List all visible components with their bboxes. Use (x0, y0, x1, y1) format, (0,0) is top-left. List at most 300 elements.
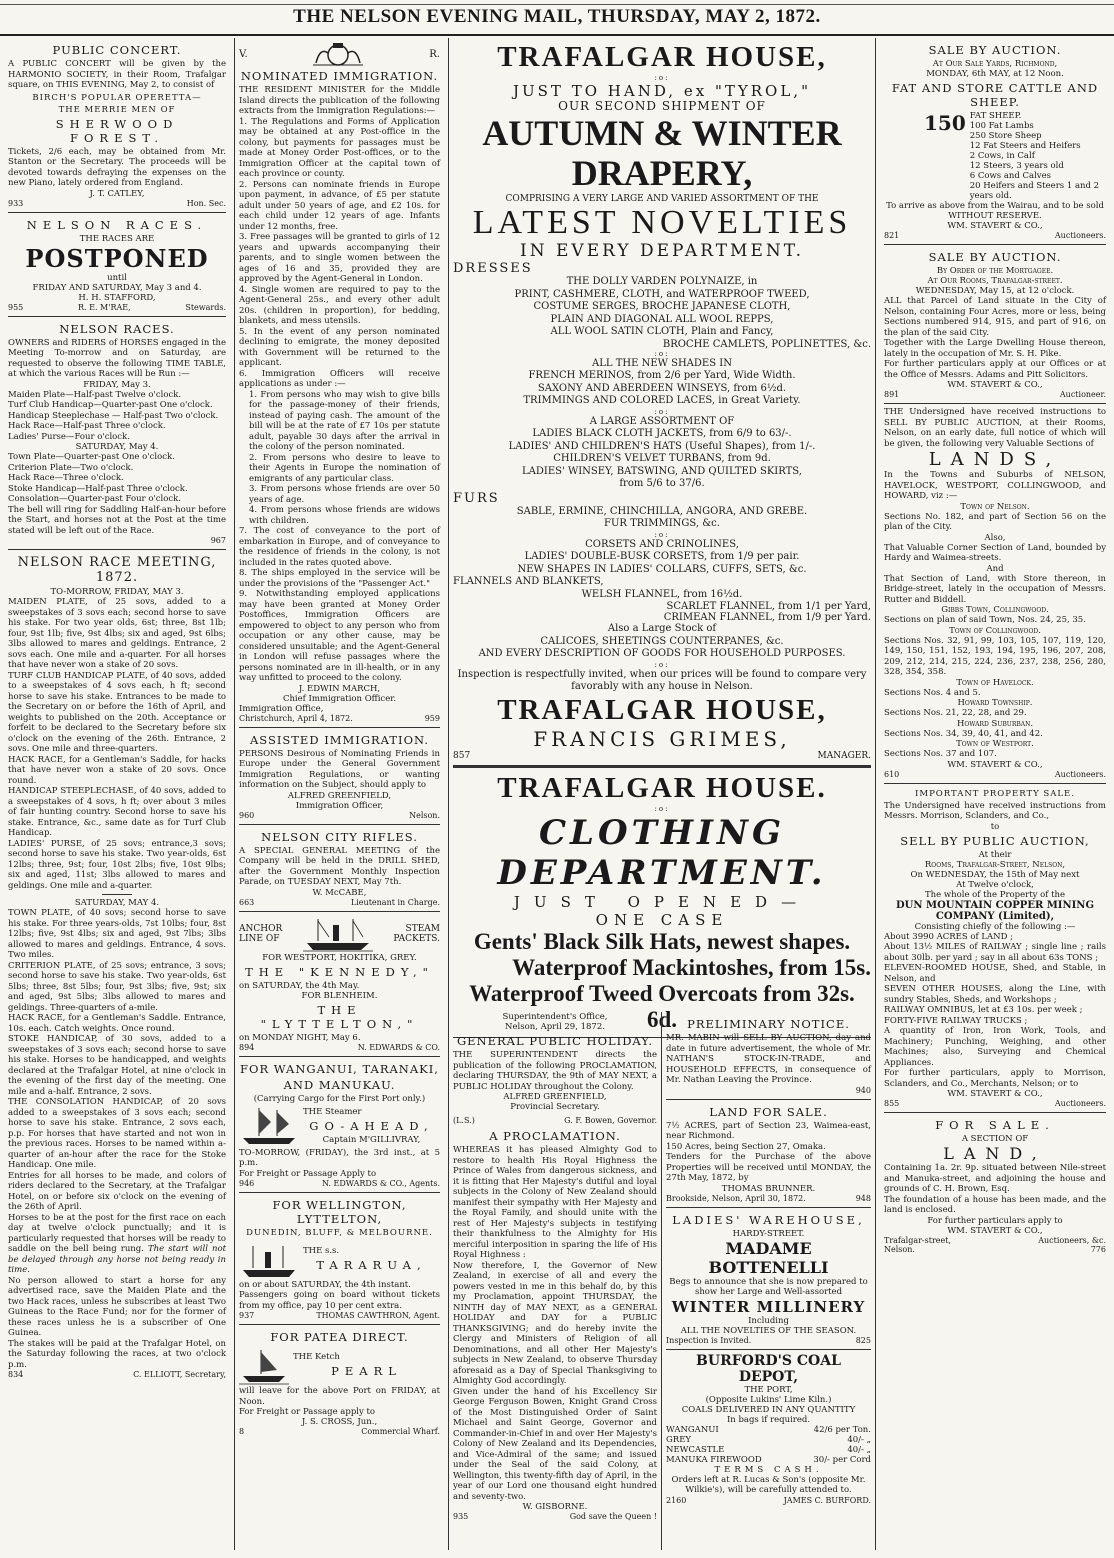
race-meeting-head: NELSON RACE MEETING, 1872. (17, 555, 217, 585)
gents-silk-hats: Gents' Black Silk Hats, newest shapes. (473, 928, 851, 954)
a3-t3: Town of Collingwood. (949, 625, 1041, 636)
a3-t5a: Sections Nos. 21, 22, 28, and 29. (884, 708, 1027, 718)
proc-role: Provincial Secretary. (510, 1102, 600, 1112)
prelim-ad (666, 1012, 871, 1100)
concert-ad (8, 38, 226, 213)
land-place: Brookside, Nelson, April 30, 1872. (666, 1193, 806, 1203)
land-body2: 150 Acres, being Section 27, Omaka. (666, 1141, 826, 1152)
auction-mortgagee-ad (884, 245, 1106, 404)
immig-place2: Christchurch, April 4, 1872. (239, 713, 353, 723)
trafalgar-num: 857 (453, 750, 471, 761)
patea-the: THE Ketch (293, 1352, 340, 1362)
a3-role: Auctioneers. (1054, 769, 1106, 779)
wellington-ship: TARARUA, (316, 1257, 427, 1272)
races-saturday: SATURDAY, May 4. (75, 442, 159, 452)
a1-role: Auctioneers. (1054, 231, 1106, 240)
column-1 (4, 38, 230, 1550)
wanganui-head2: AND MANUKAU. (283, 1077, 396, 1092)
concert-l1: BIRCH'S POPULAR OPERETTA— (32, 92, 202, 103)
a1-item: 2 Cows, in Calf (969, 151, 1035, 161)
a4-i1: About 3990 ACRES of LAND ; (884, 931, 1013, 942)
a4-role: Auctioneers. (1054, 1099, 1106, 1108)
a1-num: 821 (884, 231, 900, 240)
anchor-num: 894 (239, 1042, 255, 1052)
coal-port: THE PORT, (744, 1384, 793, 1395)
clothing-department: CLOTHING DEPARTMENT. (497, 812, 827, 893)
trafalgar-second: OUR SECOND SHIPMENT OF (558, 99, 766, 113)
fri-4: Hack Race—Half-past Three o'clock. (8, 421, 166, 431)
dresses-label: DRESSES (453, 261, 533, 276)
coal-row (666, 1445, 871, 1455)
waterproof-overcoats: Waterproof Tweed Overcoats from 32s. 6d. (469, 980, 855, 1032)
a3-t6a: Sections Nos. 34, 39, 40, 41, and 42. (884, 728, 1043, 739)
trafalgar2-sep: :o: (654, 804, 670, 813)
assisted-head: ASSISTED IMMIGRATION. (249, 732, 429, 747)
meeting-p7: CRITERION PLATE, of 25 sovs; entrance, 3 sovs; second horse to save his stake. Two year-olds, 6st 5lbs; three, 8st 5lbs; four, 9st 3lbs; five, 9st; six and aged, 9st 5lbs; 3lbs allowed to mares and geldings. Three-quarters of a-mile. (8, 960, 226, 1013)
trafalgar-clothing-ad (453, 766, 871, 1038)
concert-l2: THE MERRIE MEN OF (58, 104, 176, 115)
assisted-body: PERSONS Desirous of Nominating Friends in Europe under the General Government Immigration Regulations, or wanting information on the Subject, should apply to (239, 748, 440, 790)
races-postponed-num: 955 (8, 302, 24, 312)
shades-6: LADIES BLACK CLOTH JACKETS, from 6/9 to 63/-. (532, 428, 792, 439)
proc-sig2: W. GISBORNE. (522, 1502, 588, 1512)
a1-l1: At Our Sale Yards, Richmond, (932, 59, 1058, 69)
patea-ad (239, 1325, 440, 1440)
anchor-ship1b: on SATURDAY, the 4th May. (239, 980, 360, 991)
a4-i6: FORTY-FIVE RAILWAY TRUCKS ; (884, 1015, 1028, 1026)
coal-row (666, 1435, 871, 1445)
a3-t2: Gibbs Town, Collingwood. (941, 605, 1049, 615)
a4-sig: WM. STAVERT & CO., (947, 1089, 1043, 1099)
anchor-l2: STEAM (405, 923, 440, 934)
flannels-6: CALICOES, SHEETINGS COUNTERPANES, &c. (540, 635, 784, 647)
column-4 (880, 38, 1110, 1550)
concert-l3: SHERWOOD FOREST. (55, 116, 179, 145)
royal-coat-of-arms-icon (308, 41, 368, 67)
fri-5: Ladies' Purse—Four o'clock. (8, 431, 130, 442)
shades-3: SAXONY AND ABERDEEN WINSEYS, from 6½d. (537, 382, 787, 394)
coal-price: 30/- per Cord (813, 1454, 871, 1465)
a2-body2: Together with the Large Dwelling House thereon, lately in the occupation of Mr. S. H. Pike. (884, 338, 1106, 359)
sat-5: Consolation—Quarter-past Four o'clock. (8, 494, 181, 504)
a1-item: 6 Cows and Calves (969, 171, 1051, 181)
auction-cattle-ad (884, 38, 1106, 245)
sat-2: Criterion Plate—Two o'clock. (8, 462, 134, 473)
proc-god: God save the Queen ! (569, 1512, 657, 1521)
wellington-num: 937 (239, 1311, 255, 1320)
proc-ls: (L.S.) (453, 1116, 475, 1125)
land-head: LAND FOR SALE. (709, 1104, 828, 1119)
a1-sig: WM. STAVERT & CO., (947, 221, 1043, 231)
meeting-p11: Entries for all horses to be made, and colors of riders declared to the Secretary, at the Trafalgar Hotel, on or before six o'clock on the evening of the 26th of April. (8, 1170, 226, 1212)
rifles-num: 663 (239, 897, 255, 907)
a4-at: At their (978, 849, 1012, 860)
dress-3: COSTUME SERGES, BROCHE JAPANESE CLOTH, (533, 301, 791, 312)
prelim-head: PRELIMINARY NOTICE. (687, 1017, 850, 1031)
furs-2: FUR TRIMMINGS, &c. (604, 518, 720, 529)
assisted-num: 960 (239, 810, 255, 820)
race-meeting-sub: TO-MORROW, FRIDAY, MAY 3. (50, 587, 184, 597)
ketch-icon (239, 1346, 289, 1386)
trafalgar-comprising: COMPRISING A VERY LARGE AND VARIED ASSORTMENT OF THE (505, 193, 819, 204)
sep-1: :o: (654, 349, 670, 358)
a4-i5: RAILWAY OMNIBUS, let at £3 10s. per week ; (884, 1005, 1083, 1015)
rifles-body: A SPECIAL GENERAL MEETING of the Company will be held in the DRILL SHED, after the Government Monthly Inspection Parade, on TUESDAY NEXT, May 7th. (239, 845, 440, 887)
a3-t6: Howard Suburban. (956, 718, 1034, 729)
a3-t1e: That Section of Land, with Store thereon, in Bridge-street, lately in the occupation of Messrs. Rutter and Biddell. (884, 573, 1106, 605)
immig-body: THE RESIDENT MINISTER for the Middle Island directs the publication of the following extracts from the Immigration Regulations:— (239, 85, 440, 116)
race-meeting-ad (8, 550, 226, 1383)
steamship-icon (303, 915, 373, 953)
a4-i7: A quantity of Iron, Iron Work, Tools, and Machinery; Punching, Weighing, and other Machines; also, Surveying and Chemical Appliances. (884, 1026, 1106, 1068)
trafalgar-manager: MANAGER. (817, 750, 871, 761)
a3-t4: Town of Havelock. (956, 677, 1034, 688)
wanganui-when: TO-MORROW, (FRIDAY), the 3rd inst., at 5 p.m. (239, 1147, 440, 1168)
immig-head: NOMINATED IMMIGRATION. (240, 69, 439, 83)
flannels-3: SCARLET FLANNEL, from 1/1 per Yard, (666, 601, 871, 612)
a3-body: THE Undersigned have received instructions to SELL BY PUBLIC AUCTION, at their Rooms, Nelson, on an early date, full notice of which will be given, the following very Valuable Sections of (884, 407, 1106, 449)
patea-ship: PEARL (331, 1364, 402, 1378)
races-until: until (107, 272, 127, 283)
immig-r6a: 1. From persons who may wish to give bills for the passage-money of their friends, instead of paying cash. The amount of the bill will be at the rate of £7 10s per statute adult, payable 30 days after the arrival in the colony of the person nominated. (249, 389, 440, 452)
a4-twelve: At Twelve o'clock, (956, 879, 1034, 890)
rifles-ad (239, 825, 440, 912)
ladies-body: Begs to announce that she is now prepared to show her Large and Well-assorted (669, 1276, 868, 1297)
column-notices (662, 1012, 876, 1550)
every-department: IN EVERY DEPARTMENT. (520, 241, 804, 261)
meeting-p6: TOWN PLATE, of 40 sovs; second horse to save his stake. For three years-olds, 7st 10lbs; four, 8st 12lbs; five, 9st 4lbs; six and aged, 9st 7lbs; 3lbs allowed to mares and geldings. Entrance, 4 sovs. Two miles. (8, 908, 226, 960)
wanganui-ship: GO-AHEAD, (309, 1118, 434, 1133)
concert-num: 933 (8, 198, 24, 208)
trafalgar-sep: :o: (654, 74, 670, 82)
patea-apply: For Freight or Passage apply to (239, 1407, 376, 1417)
coal-row (666, 1425, 871, 1435)
meeting-p4: HANDICAP STEEPLECHASE, of 40 sovs, added to a sweepstakes of 4 sovs, h ft; over about 3 miles of fair hunting country. Second horse to save his stake. Entrance, &c., same date as for Turf Club Handicap. (8, 786, 226, 838)
rifles-head: NELSON CITY RIFLES. (261, 829, 418, 844)
anchor-for2: FOR BLENHEIM. (301, 990, 378, 1001)
a3-num: 610 (884, 769, 900, 779)
stewards-role: Stewards. (185, 302, 226, 312)
newspaper-title: THE NELSON EVENING MAIL, THURSDAY, MAY 2, 1872. (293, 6, 821, 27)
a1-big: 150 (924, 111, 966, 135)
a3-t4a: Sections Nos. 4 and 5. (884, 687, 981, 698)
a3-t7a: Sections Nos. 37 and 107. (884, 749, 997, 759)
sep-3: :o: (654, 530, 670, 539)
meeting-p3: HACK RACE, for a Gentleman's Saddle, for hacks that have never won a stake of 20 sovs. Once round. (8, 754, 226, 786)
corsets-2: LADIES' DOUBLE-BUSK CORSETS, from 1/9 per pair. (524, 551, 800, 562)
wellington-head2: DUNEDIN, BLUFF, & MELBOURNE. (246, 1227, 433, 1238)
a1-item: FAT SHEEP. (969, 111, 1022, 121)
a4-i2: About 13½ MILES of RAILWAY ; single line ; rails about 30lb. per yard ; say in all about 63s TONS ; (884, 942, 1106, 963)
anchor-l4: PACKETS. (393, 933, 440, 944)
latest-novelties: LATEST NOVELTIES (472, 204, 852, 241)
a5-body: Containing 1a. 2r. 9p. situated between Nile-street and Manuka-street, and adjoining the house and grounds of C. H. Brown, Esq. (884, 1163, 1106, 1194)
wanganui-agent: N. EDWARDS & CO., Agents. (321, 1178, 440, 1188)
a4-body: The Undersigned have received instructions from Messrs. Morrison, Sclanders, and Co., (884, 800, 1106, 821)
concert-head: PUBLIC CONCERT. (52, 43, 182, 57)
coal-num: 2160 (666, 1495, 687, 1505)
prelim-body: MR. MABIN will SELL BY AUCTION, day and date in future advertisement, the whole of Mr. NATHAN'S STOCK-IN-TRADE, and HOUSEHOLD EFFECTS, in consequence of Mr. Nathan Leaving the Province. (666, 1033, 871, 1085)
a1-l2: MONDAY, 6th MAY, at 12 Noon. (926, 69, 1064, 79)
meeting-p12: Horses to be at the post for the first race on each day at twelve o'clock punctually; and it is particularly requested that horses will be ready to saddle on the bell being rung. (8, 1212, 226, 1254)
vr-v: V. (239, 48, 248, 60)
shades-1: ALL THE NEW SHADES IN (592, 357, 732, 369)
a4-on: On WEDNESDAY, the 15th of May next (910, 869, 1080, 880)
meeting-sig: C. ELLIOTT, Secretary, (133, 1370, 226, 1379)
a4-further: For further particulars, apply to Morrison, Sclanders, and Co., Merchants, Nelson; or to (884, 1068, 1106, 1089)
a5-body2: The foundation of a house has been made, and the land is enclosed. (884, 1194, 1106, 1215)
a1-item: 20 Heifers and Steers 1 and 2 years old. (969, 181, 1100, 201)
a1-item: 12 Steers, 3 years old (969, 161, 1064, 171)
shades-8: CHILDREN'S VELVET TURBANS, from 9d. (553, 453, 771, 464)
a4-to: to (990, 821, 1000, 832)
immig-r4: 4. Single women are required to pay to the Agent-General 25s., and every other adult 20s. (children in proportion), for bedding, blankets, and mess utensils. (239, 284, 440, 326)
races-postponed-l1: THE RACES ARE (79, 233, 155, 244)
a5-head: FOR SALE. (935, 1118, 1055, 1132)
anchor-line-ad (239, 912, 440, 1057)
proc-num: 935 (453, 1512, 469, 1521)
immig-r6d: 4. From persons whose friends are widows with children. (249, 505, 440, 526)
trafalgar-just: JUST TO HAND, ex "TYROL," (513, 82, 811, 100)
masthead (0, 0, 1114, 36)
column-proclamation (448, 1012, 662, 1550)
meeting-p14: The stakes will be paid at the Trafalgar Hotel, on the Saturday following the races, at two o'clock p.m. (8, 1338, 226, 1370)
trafalgar-title: TRAFALGAR HOUSE, (497, 41, 827, 73)
a2-body: ALL that Parcel of Land situate in the City of Nelson, containing Four Acres, more or less, being Sections numbered 914, 915, and part of 916, on the plan of the said City. (884, 296, 1106, 338)
sat-1: Town Plate—Quarter-past One o'clock. (8, 452, 175, 462)
a4-cons: Consisting chiefly of the following :— (914, 921, 1076, 932)
meeting-p9: STOKE HANDICAP, of 30 sovs, added to a sweepstakes of 3 sovs each; second horse to save his stake. Horses to be handicapped, and weights declared at the Trafalgar Hotel, at nine o'clock in the evening of the first day of the meeting. One mile and a-half. Entrance, 2 sovs. (8, 1034, 226, 1097)
a2-sig: WM. STAVERT & CO., (947, 380, 1043, 390)
immig-r6: 6. Immigration Officers will receive applications as under :— (239, 368, 440, 389)
a3-t1b: Also, (984, 532, 1006, 543)
a3-t1d: And (986, 563, 1004, 574)
sep-2: :o: (654, 407, 670, 416)
ladies-num: 825 (855, 1335, 871, 1345)
a4-dun: DUN MOUNTAIN COPPER MINING COMPANY (Limited), (896, 899, 1094, 922)
coal-name: MANUKA FIREWOOD (666, 1454, 762, 1465)
prelim-num: 940 (855, 1085, 871, 1095)
a2-role: Auctioneer. (1059, 390, 1106, 399)
immig-r3: 3. Free passages will be granted to girls of 12 years and upwards accompanying their parents, and to single women between the ages of 16 and 35, provided they are approved by the Agent-General in London. (239, 232, 440, 284)
wellington-body: Passengers going on board without tickets from my office, pay 10 per cent extra. (239, 1290, 440, 1311)
meeting-sat: SATURDAY, MAY 4. (74, 898, 160, 908)
coal-name: WANGANUI (666, 1424, 719, 1435)
sat-3: Hack Race—Three o'clock. (8, 473, 124, 483)
coal-name: GREY (666, 1434, 692, 1445)
trafalgar-inspection: Inspection is respectfully invited, when our prices will be found to compare very favorably with any house in Nelson. (457, 668, 867, 692)
column-2 (234, 38, 444, 1550)
meeting-num: 834 (8, 1370, 24, 1379)
immig-place1: Immigration Office, (239, 703, 324, 714)
anchor-ship2b: on MONDAY NIGHT, May 6. (239, 1032, 361, 1043)
immig-sig: J. EDWIN MARCH, (298, 683, 381, 694)
meeting-p5: LADIES' PURSE, of 25 sovs; entrance,3 sovs; second horse to save his stake. Two year-olds, 6st 12lbs; three, 9st; four, 10st 2lbs; five, 10st 9lbs; six and aged, 11st; 3lbs allowed to mares and geldings. One mile and a-quarter. (8, 838, 226, 891)
land-ad (666, 1100, 871, 1208)
a3-land: LANDS, (928, 449, 1062, 470)
trafalgar2-title: TRAFALGAR HOUSE. (497, 771, 827, 804)
a5-sig: WM. STAVERT & CO., (947, 1225, 1043, 1236)
a1-reserve: WITHOUT RESERVE. (948, 211, 1042, 221)
patea-head: FOR PATEA DIRECT. (270, 1330, 409, 1344)
concert-sig: J. T. CATLEY, (89, 188, 145, 199)
a4-i3: ELEVEN-ROOMED HOUSE, Shed, and Stable, in Nelson, and (884, 963, 1106, 984)
stewards-2: R. E. M'RAE, (78, 302, 131, 312)
shades-2: FRENCH MERINOS, from 2/6 per Yard, Wide Width. (528, 370, 796, 381)
wellington-agent: THOMAS CAWTHRON, Agent. (316, 1311, 440, 1320)
meeting-p10: THE CONSOLATION HANDICAP, of 20 sovs added to a sweepstakes of 3 sovs each; second horse to save his stake. Entrance, 2 sovs each, p.p. For horses that have started and not won in the previous races. Horses to be named within a-quarter of an-hour after the race for the Stoke Handicap. One mile. (8, 1097, 226, 1170)
wellington-the: THE s.s. (303, 1245, 340, 1256)
a1-l3: FAT AND STORE CATTLE AND SHEEP. (891, 81, 1099, 109)
shades-7: LADIES' AND CHILDREN'S HATS (Useful Shapes), from 1/-. (508, 440, 816, 452)
meeting-p2: TURF CLUB HANDICAP PLATE, of 40 sovs, added to a sweepstakes of 4 sovs each, h ft; second horse to save his stake. Entrances to be made to the Secretary on or before the 16th of April, and weights to published on the 20th. Acceptance or forfeit to be declared to the Secretary before six o'clock on the evening of the 26th. Entrance, 2 sovs. One mile and three-quarters. (8, 670, 226, 754)
important-property-ad (884, 784, 1106, 1114)
proc-p1: WHEREAS it has pleased Almighty God to restore to health His Royal Highness the Prince of Wales from dangerous sickness, and it is fitting that Her Majesty's dutiful and loyal subjects in the Colony of New Zealand should manifest their sympathy with Her Majesty and the Royal Family, and should unite with the rest of Her Majesty's subjects in testifying their thankfulness to the Almighty for His merciful interposition in sparing the life of His Royal Highness : (453, 1145, 657, 1260)
patea-num: 8 (239, 1427, 245, 1436)
autumn-winter-drapery: AUTUMN & WINTER DRAPERY, (482, 112, 842, 193)
wanganui-apply: For Freight or Passage Apply to (239, 1168, 377, 1179)
furs-1: SABLE, ERMINE, CHINCHILLA, ANGORA, AND GREBE. (516, 505, 808, 517)
ladies-sub: HARDY-STREET. (732, 1228, 805, 1239)
fri-3: Handicap Steeplechase — Half-past Two o'clock. (8, 410, 219, 421)
meeting-p13: No person allowed to start a horse for any advertised race, save the Maiden Plate and the two Hack races, unless he subscribes at least Two Guineas to the Race Fund; nor for the former of these races unless he is a subscriber of One Guinea. (8, 1275, 226, 1338)
masthead-rule (0, 4, 1114, 5)
a4-head: IMPORTANT PROPERTY SALE. (915, 788, 1075, 799)
a5-role: Auctioneers, &c. (1038, 1235, 1106, 1245)
wanganui-ad (239, 1057, 440, 1193)
proc-body: THE SUPERINTENDENT directs the publication of the following PROCLAMATION, declaring THURSDAY, the 9th of MAY NEXT, a PUBLIC HOLIDAY throughout the Colony. (453, 1050, 657, 1092)
a2-body3: For further particulars apply at our Offices or at the Office of Messrs. Adams and Pitt Solicitors. (884, 359, 1106, 380)
wellington-head1: FOR WELLINGTON, LYTTELTON, (272, 1197, 407, 1226)
flannels-7: AND EVERY DESCRIPTION OF GOODS FOR HOUSEHOLD PURPOSES. (478, 648, 846, 659)
flannels-2: WELSH FLANNEL, from 16½d. (581, 588, 743, 600)
wanganui-head1: FOR WANGANUI, TARANAKI, (240, 1061, 439, 1076)
a2-l2: At Our Rooms, Trafalgar-street. (927, 276, 1063, 286)
a5-num: 776 (1090, 1244, 1106, 1254)
dress-6: BROCHE CAMLETS, POPLINETTES, &c. (662, 338, 871, 350)
proc-head: GENERAL PUBLIC HOLIDAY. (456, 1034, 654, 1048)
dress-2: PRINT, CASHMERE, CLOTH, and WATERPROOF TWEED, (514, 288, 810, 300)
wellington-ad (239, 1193, 440, 1326)
steamer-icon (239, 1240, 299, 1280)
a4-whole: The whole of the Property of the (924, 889, 1066, 900)
anchor-ship2: THE "LYTTELTON," (260, 1002, 419, 1031)
ladies-insp: Inspection is Invited. (666, 1335, 752, 1345)
a4-num: 855 (884, 1099, 900, 1108)
ladies-warehouse-ad (666, 1208, 871, 1350)
postponed-title: POSTPONED (25, 243, 209, 273)
wellington-when: on or about SATURDAY, the 4th instant. (239, 1279, 411, 1290)
corsets-1: CORSETS AND CRINOLINES, (585, 538, 739, 550)
just-opened: JUST OPENED— (513, 892, 811, 911)
a2-l1: By Order of the Mortgagee. (936, 266, 1054, 276)
francis-grimes: FRANCIS GRIMES, (533, 726, 791, 751)
a2-head: SALE BY AUCTION. (928, 250, 1062, 264)
land-body: 7½ ACRES, part of Section 23, Waimea-east, near Richmond. (666, 1120, 871, 1141)
wanganui-the: THE Steamer (303, 1106, 362, 1117)
coal-bags: In bags if required. (726, 1414, 811, 1425)
wanganui-num: 946 (239, 1178, 255, 1188)
immig-r6b: 2. From persons who desire to leave to their Agents in Europe the nomination of emigrants of any particular class. (249, 452, 440, 484)
concert-tickets: Tickets, 2/6 each, may be obtained from Mr. Stanton or the Secretary. The proceeds will be devoted towards defraying the expenses on the new Piano, lately ordered from England. (8, 146, 226, 188)
ladies-incl: Including (748, 1315, 789, 1326)
meeting-p1: MAIDEN PLATE, of 25 sovs, added to a sweepstakes of 3 sovs each; second horse to save his stake. For two year olds, 6st; three, 8st 1lb; four, 9st 1lb; five, 9st 4lbs; six and aged, 9st 6lbs; 3lbs allowed to mares and geldings. Entrance, 2 sovs each. One mile and a-quarter. For all horses that have never won a stake of 20 sovs. (8, 597, 226, 670)
a1-arrive: To arrive as above from the Wairau, and to be sold (886, 201, 1104, 211)
wanganui-sub: (Carrying Cargo for the First Port only.) (253, 1093, 426, 1104)
coal-price: 40/- „ (847, 1434, 871, 1445)
proc-date: Nelson, April 29, 1872. (505, 1022, 605, 1032)
a5-sub: A SECTION OF (961, 1134, 1029, 1144)
assisted-sig: ALFRED GREENFIELD, (287, 790, 392, 801)
coal-name: NEWCASTLE (666, 1444, 725, 1455)
a5-place1: Trafalgar-street, (884, 1235, 952, 1245)
races-bell: The bell will ring for Saddling Half-an-hour before the Start, and horses not at the Post at the time stated will be left out of the Race. (8, 504, 226, 536)
wanganui-captain: Captain M'GILLIVRAY, (322, 1134, 421, 1145)
coal-price: 42/6 per Ton. (813, 1424, 871, 1435)
immig-r2: 2. Persons can nominate friends in Europe upon payment, in advance, of £5 per statute adult under 50 years of age, and £2 10s. for each child under 12 years of age. Infants under 12 months, free. (239, 179, 440, 232)
stewards-1: H. H. STAFFORD, (78, 292, 156, 303)
proc-p2: Now therefore, I, the Governor of New Zealand, in exercise of all and every the powers vested in me in this behalf do, by this my Proclamation, appoint THURSDAY, the NINTH day of MAY NEXT, as a GENERAL HOLIDAY and DAY for a PUBLIC THANKSGIVING; and do hereby invite the Clergy and Ministers of Religion of all Denominations, and all other Her Majesty's subjects in New Zealand, to observe Thursday aforesaid as a Day of Special Thanksgiving to Almighty God accordingly. (453, 1260, 657, 1386)
coal-sig: JAMES C. BURFORD. (783, 1495, 871, 1505)
waterproof-mackintoshes: Waterproof Mackintoshes, from 15s. (512, 954, 871, 980)
corsets-3: NEW SHAPES IN LADIES' COLLARS, CUFFS, SETS, &c. (517, 563, 807, 575)
anchor-agent: N. EDWARDS & CO. (357, 1042, 440, 1052)
coal-head: BURFORD'S COAL DEPOT, (696, 1352, 841, 1385)
races-postponed-head: NELSON RACES. (26, 217, 208, 232)
a3-t2a: Sections on plan of said Town, Nos. 24, 25, 35. (884, 615, 1086, 625)
coal-orders: Orders left at R. Lucas & Son's (opposite Mr. Wilkie's), will be carefully attended to. (671, 1474, 866, 1495)
madame-bottenelli: MADAME BOTTENELLI (708, 1238, 829, 1277)
a3-t1: Town of Nelson. (960, 501, 1030, 512)
ladies-all: ALL THE NOVELTIES OF THE SEASON. (680, 1325, 857, 1336)
immig-r1: 1. The Regulations and Forms of Application may be obtained at any Post-office in the colony, but payments for passages must be made at Money Order Post-offices, or to the Immigration Officer at the capital town of each province or county. (239, 116, 440, 179)
a3-t7: Town of Westport. (956, 739, 1034, 749)
immig-role: Chief Immigration Officer. (282, 693, 397, 704)
patea-when: will leave for the above Port on FRIDAY, at Noon. (239, 1386, 440, 1407)
shades-10: from 5/6 to 37/6. (619, 478, 705, 489)
races-timetable-head: NELSON RACES. (59, 321, 175, 336)
proc-p3: Given under the hand of his Excellency Sir George Ferguson Bowen, Knight Grand Cross of the Most Distinguished Order of Saint Michael and Saint George, Governor and Commander-in-Chief in and over Her Majesty's Colony of New Zealand and its Dependencies, and Vice-Admiral of the same; and issued under the Seal of the said Colony, at Wellington, this twenty-fifth day of April, in the year of our Lord one thousand eight hundred and seventy-two. (453, 1386, 657, 1502)
shades-4: TRIMMINGS AND COLORED LACES, in Great Variety. (523, 395, 801, 406)
flannels-5: Also a Large Stock of (607, 623, 717, 634)
immig-r9: 9. Notwithstanding employed applications may have been granted at Money Order Postoffices, Immigration Officers are empowered to object to any person who from occupation or any other cause, may be considered unsuitable; and the Agent-General in London will refuse passages where the persons nominated are in ill-health, or in any way unfitted to proceed to the colony. (239, 589, 440, 683)
a3-sig: WM. STAVERT & CO., (947, 759, 1043, 770)
coal-deliv: COALS DELIVERED IN ANY QUANTITY (681, 1404, 856, 1415)
meeting-p12i: The start will not be delayed through any horse not being ready in time. (8, 1244, 227, 1275)
a5-place2: Nelson. (884, 1244, 915, 1254)
immigration-ad (239, 38, 440, 728)
a3-t3a: Sections Nos. 32, 91, 99, 103, 105, 107, 119, 120, 149, 150, 151, 152, 193, 194, 195, 196, 207, 208, 209, 212, 214, 215, 224, 236, 237, 238, 256, 280, 328, 354, 358. (884, 635, 1106, 677)
winter-millinery: WINTER MILLINERY (671, 1297, 866, 1316)
auction-lands-ad (884, 404, 1106, 784)
assisted-ad (239, 728, 440, 825)
coal-row (666, 1455, 871, 1465)
shades-5: A LARGE ASSORTMENT OF (589, 415, 735, 427)
immig-num: 959 (424, 713, 440, 723)
anchor-l1: ANCHOR (239, 923, 283, 934)
races-postponed-ad (8, 213, 226, 317)
a2-num: 891 (884, 390, 900, 399)
concert-body: A PUBLIC CONCERT will be given by the HARMONIO SOCIETY, in their Room, Trafalgar square, on THIS EVENING, May 2, to consist of (8, 59, 226, 90)
shades-9: LADIES' WINSEY, BATSWING, AND QUILTED SKIRTS, (522, 465, 802, 477)
immig-r5: 5. In the event of any person nominated declining to emigrate, the money deposited with Government will be returned to the applicant. (239, 326, 440, 368)
anchor-for1: FOR WESTPORT, HOKITIKA, GREY. (262, 952, 417, 963)
patea-role: Commercial Wharf. (361, 1427, 440, 1436)
flannels-4: CRIMEAN FLANNEL, from 1/9 per Yard. (663, 612, 871, 623)
races-friday: FRIDAY, May 3. (83, 379, 151, 390)
sep-4: :o: (654, 660, 670, 669)
coal-depot-ad (666, 1350, 871, 1509)
